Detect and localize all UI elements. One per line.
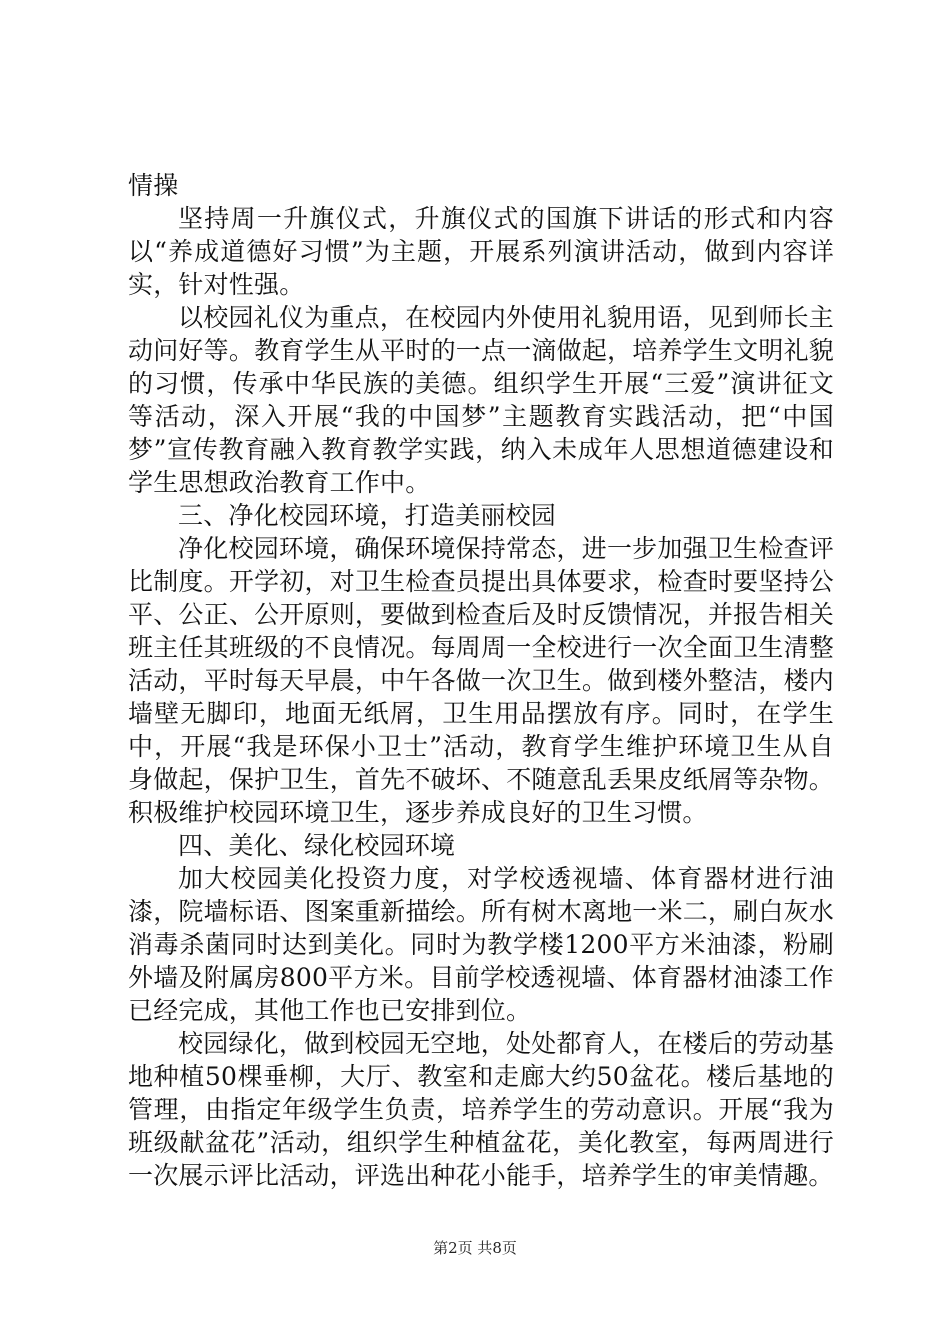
paragraph: 以校园礼仪为重点，在校园内外使用礼貌用语，见到师长主动问好等。教育学生从平时的一点一滴做起，培养学生文明礼貌的习惯，传承中华民族的美德。组织学生开展“三爱”演讲征文等活动，深入开展“我的中国梦”主题教育实践活动，把“中国梦”宣传教育融入教育教学实践，纳入未成年人思想道德建设和学生思想政治教育工作中。 <box>128 303 834 497</box>
document-body <box>128 169 834 1192</box>
paragraph: 校园绿化，做到校园无空地，处处都育人，在楼后的劳动基地种植50棵垂柳，大厅、教室和走廊大约50盆花。楼后基地的管理，由指定年级学生负责，培养学生的劳动意识。开展“我为班级献盆花”活动，组织学生种植盆花，美化教室，每两周进行一次展示评比活动，评选出种花小能手，培养学生的审美情趣。 <box>128 1029 834 1190</box>
paragraph: 净化校园环境，确保环境保持常态，进一步加强卫生检查评比制度。开学初，对卫生检查员提出具体要求，检查时要坚持公平、公正、公开原则，要做到检查后及时反馈情况，并报告相关班主任其班级的不良情况。每周周一全校进行一次全面卫生清整活动，平时每天早晨，中午各做一次卫生。做到楼外整洁，楼内墙壁无脚印，地面无纸屑，卫生用品摆放有序。同时，在学生中，开展“我是环保小卫士”活动，教育学生维护环境卫生从自身做起，保护卫生，首先不破坏、不随意乱丢果皮纸屑等杂物。积极维护校园环境卫生，逐步养成良好的卫生习惯。 <box>128 534 834 827</box>
page-number: 第2页 共8页 <box>433 1239 517 1257</box>
page-footer <box>0 1237 950 1258</box>
paragraph: 情操 <box>128 171 179 200</box>
paragraph: 坚持周一升旗仪式，升旗仪式的国旗下讲话的形式和内容以“养成道德好习惯”为主题，开展系列演讲活动，做到内容详实，针对性强。 <box>128 204 834 299</box>
section-heading: 三、净化校园环境，打造美丽校园 <box>178 501 557 530</box>
section-heading: 四、美化、绿化校园环境 <box>178 831 456 860</box>
paragraph: 加大校园美化投资力度，对学校透视墙、体育器材进行油漆，院墙标语、图案重新描绘。所有树木离地一米二，刷白灰水消毒杀菌同时达到美化。同时为教学楼1200平方米油漆，粉刷外墙及附属房800平方米。目前学校透视墙、体育器材油漆工作已经完成，其他工作也已安排到位。 <box>128 864 834 1025</box>
